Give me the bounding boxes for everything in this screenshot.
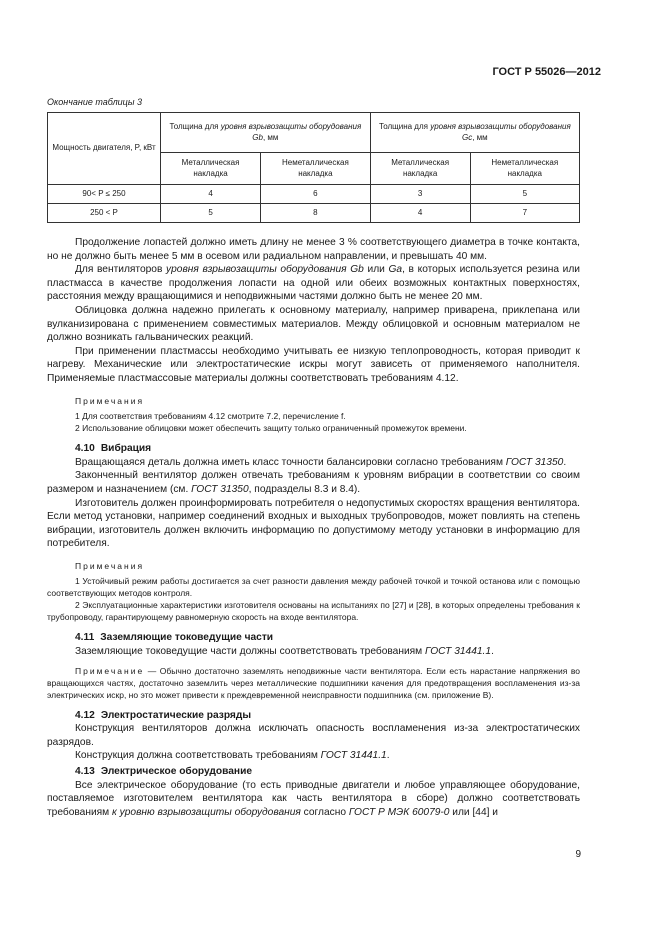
paragraph: Облицовка должна надежно прилегать к основному материалу, например приварена, приклепана или вулканизирована с применением совместимых материалов. Между облицовкой и основным материалом не должно возникать гальванических реакций.: [47, 304, 580, 344]
document-body: [47, 236, 580, 819]
header-nonmetal-gc: Неметаллическая накладка: [470, 153, 579, 185]
paragraph: Все электрическое оборудование (то есть приводные двигатели и любое управляющее оборудование, поставляемое изготовителем вентилятора как часть вентилятора в сборе) должно соответствовать требованиям к уровню взрывозащиты оборудования согласно ГОСТ Р МЭК 60079-0 или [44] и: [47, 779, 580, 818]
section-heading-4-10: 4.10 Вибрация: [75, 443, 152, 455]
document-header: ГОСТ Р 55026—2012: [492, 66, 601, 78]
notes-heading: Примечания: [75, 395, 145, 406]
header-gc: Толщина для уровня взрывозащиты оборудования Gc, мм: [370, 113, 579, 153]
cell-value: 6: [261, 185, 371, 204]
notes-heading: Примечания: [75, 560, 145, 571]
note: 1 Для соответствия требованиям 4.12 смотрите 7.2, перечисление f.: [75, 411, 346, 422]
paragraph: Заземляющие токоведущие части должны соответствовать требованиям ГОСТ 31441.1.: [75, 646, 494, 658]
cell-value: 7: [470, 204, 579, 223]
cell-value: 4: [161, 185, 261, 204]
header-gb: Толщина для уровня взрывозащиты оборудования Gb, мм: [161, 113, 371, 153]
thickness-table: [47, 112, 580, 223]
cell-power: 250 < P: [48, 204, 161, 223]
paragraph: При применении пластмассы необходимо учитывать ее низкую теплопроводность, которая приводит к нагреву. Механические или электростатические искры могут зависеть от применяемого наполнителя. Применяемые пластмассовые материалы должны соответствовать требованиям 4.12.: [47, 345, 580, 384]
cell-power: 90< P ≤ 250: [48, 185, 161, 204]
section-heading-4-12: 4.12 Электростатические разряды: [75, 709, 252, 721]
header-power: Мощность двигателя, P, кВт: [48, 113, 161, 185]
note: 1 Устойчивый режим работы достигается за счет разности давления между рабочей точкой и точкой останова или с помощью соответствующих методов контроля.: [47, 576, 580, 599]
section-heading-4-13: 4.13 Электрическое оборудование: [75, 766, 252, 778]
table-row: [48, 204, 580, 223]
note: 2 Использование облицовки может обеспечить защиту только ограниченный промежуток времени.: [75, 423, 467, 434]
table-caption: Окончание таблицы 3: [47, 97, 142, 107]
cell-value: 4: [370, 204, 470, 223]
cell-value: 5: [161, 204, 261, 223]
header-nonmetal-gb: Неметаллическая накладка: [261, 153, 371, 185]
cell-value: 3: [370, 185, 470, 204]
paragraph: Вращающаяся деталь должна иметь класс точности балансировки согласно требованиям ГОСТ 31350.: [75, 456, 567, 468]
header-metal-gc: Металлическая накладка: [370, 153, 470, 185]
note: Примечание — Обычно достаточно заземлять неподвижные части вентилятора. Если есть нарастание напряжения во вращающихся частях, достаточно заземлить через металлические подшипники качения для предотвращения воспламенения из-за электрических искр, но это может привести к преждевременной неисправности подшипника (см. приложение В).: [47, 665, 580, 700]
cell-value: 8: [261, 204, 371, 223]
paragraph: Законченный вентилятор должен отвечать требованиям к уровням вибрации в соответствии со своим размером и назначением (см. ГОСТ 31350, подразделы 8.3 и 8.4).: [47, 470, 580, 495]
note: 2 Эксплуатационные характеристики изготовителя основаны на испытаниях по [27] и [28], в которых определены требования к трубопроводу, гарантирующему равномерную скорость на входе вентилятора.: [47, 600, 580, 623]
header-metal-gb: Металлическая накладка: [161, 153, 261, 185]
paragraph: Конструкция должна соответствовать требованиям ГОСТ 31441.1.: [75, 750, 390, 762]
paragraph: Для вентиляторов уровня взрывозащиты оборудования Gb или Gа, в которых используется резина или пластмасса в качестве продолжения лопасти на одной или обеих возможных контактных поверхностях, расстояния между вращающимися и неподвижными частями должно быть не менее 20 мм.: [47, 264, 580, 303]
cell-value: 5: [470, 185, 579, 204]
paragraph: Продолжение лопастей должно иметь длину не менее 3 % соответствующего диаметра в точке контакта, но не должно быть менее 5 мм в осевом или радиальном направлении, и превышать 40 мм.: [47, 237, 580, 262]
paragraph: Изготовитель должен проинформировать потребителя о недопустимых скоростях вращения вентилятора. Если метод установки, например соединений входных и выходных трубопроводов, может повлиять на степень вибрации, изготовитель должен включить информацию по допустимому методу установки в информацию для потребителя.: [47, 497, 580, 550]
paragraph: Конструкция вентиляторов должна исключать опасность воспламенения из-за электростатических разрядов.: [47, 723, 580, 748]
page-number: 9: [575, 849, 581, 860]
table-row: [48, 185, 580, 204]
section-heading-4-11: 4.11 Заземляющие токоведущие части: [75, 632, 274, 644]
